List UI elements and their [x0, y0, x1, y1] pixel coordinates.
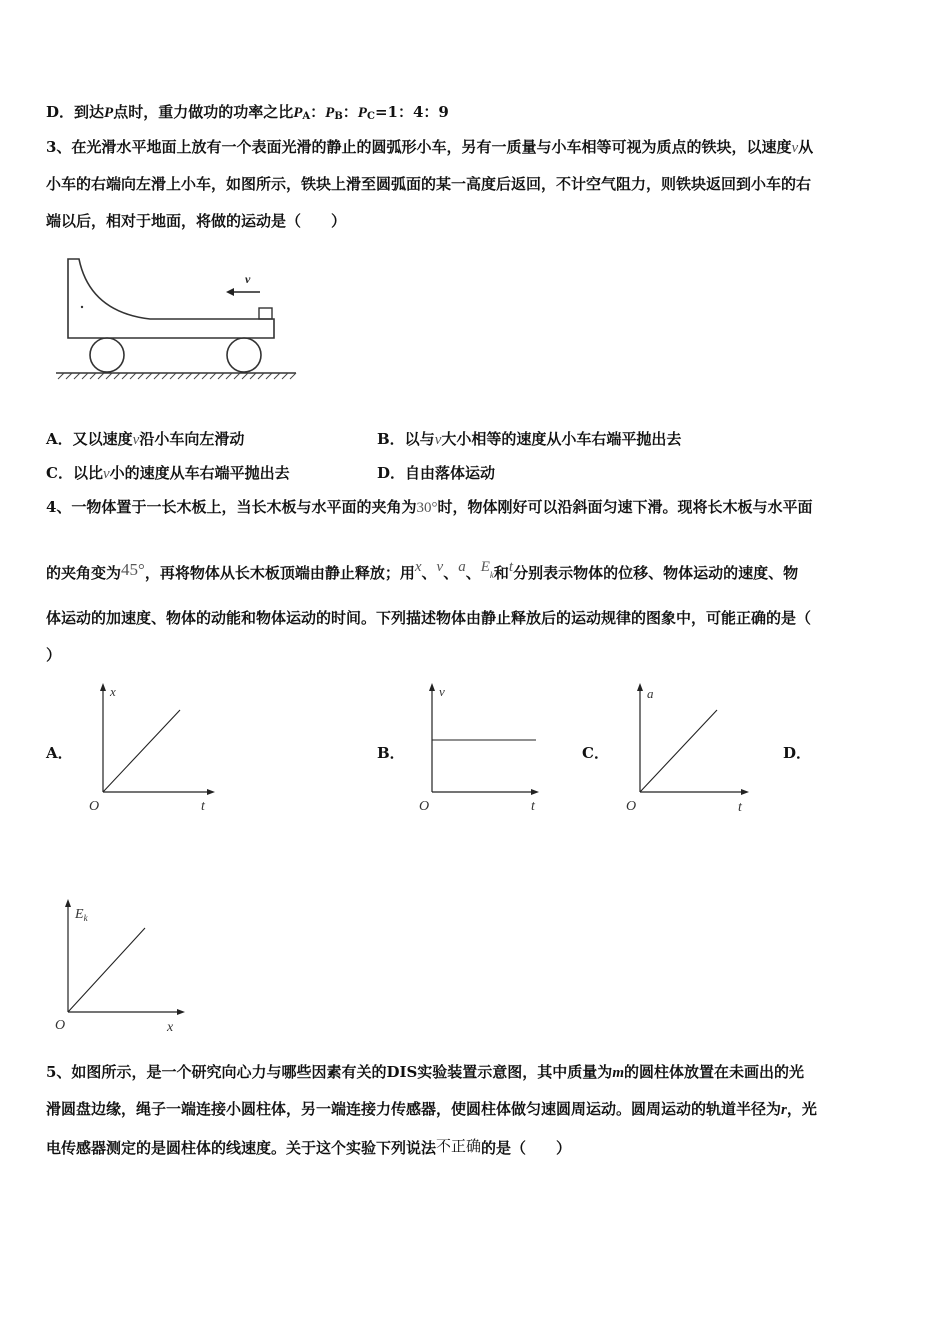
graph-a-y-arrow — [100, 683, 106, 691]
graph-a-x-label: t — [201, 799, 205, 814]
q5-stem-line2: 滑圆盘边缘，绳子一端连接小圆柱体，另一端连接力传感器，使圆柱体做匀速圆周运动。圆周运动的轨道半径为r，光 — [46, 1100, 817, 1118]
q3-stem-line1: 3、在光滑水平地面上放有一个表面光滑的静止的圆弧形小车，另有一质量与小车相等可视为质点的铁块，以速度v从 — [46, 138, 814, 156]
graph-b-x-arrow — [531, 789, 539, 795]
graph-c[interactable] — [622, 680, 762, 815]
graph-d-plot-line — [68, 928, 145, 1012]
graph-d-x-label: x — [167, 1020, 174, 1035]
q4-option-d[interactable]: D． — [783, 744, 812, 762]
q5-stem-line1: 5、如图所示，是一个研究向心力与哪些因素有关的DIS实验装置示意图，其中质量为m的圆柱体放置在未画出的光 — [46, 1063, 804, 1081]
graph-c-origin: O — [626, 799, 637, 814]
q4-stem-line2: 的夹角变为45°，再将物体从长木板顶端由静止释放；用x、v、a、Ek和t分别表示物体的位移、物体运动的速度、物 — [46, 559, 799, 582]
q3-option-d[interactable]: D．自由落体运动 — [377, 464, 496, 482]
graph-c-x-label: t — [738, 800, 742, 815]
q3-option-a[interactable]: A．又以速度v沿小车向左滑动 — [46, 430, 245, 448]
graph-d-x-arrow — [177, 1009, 185, 1015]
cart-body — [68, 259, 274, 338]
graph-a-x-arrow — [207, 789, 215, 795]
cart-dot — [81, 306, 83, 308]
q4-stem-line3: 体运动的加速度、物体的动能和物体运动的时间。下列描述物体由静止释放后的运动规律的图象中，可能正确的是（ — [46, 609, 812, 627]
graph-b[interactable] — [414, 680, 554, 815]
graph-c-y-label: a — [647, 686, 654, 701]
q4-option-c[interactable]: C． — [582, 744, 609, 762]
q4-stem-line1: 4、一物体置于一长木板上，当长木板与水平面的夹角为30°时，物体刚好可以沿斜面匀速下滑。现将长木板与水平面 — [46, 498, 813, 516]
q4-option-a[interactable]: A． — [46, 744, 73, 762]
graph-d-origin: O — [55, 1018, 66, 1033]
cart-wheel-right — [227, 338, 261, 372]
q3-option-b[interactable]: B．以与v大小相等的速度从小车右端平抛出去 — [377, 430, 682, 448]
iron-block — [259, 308, 272, 319]
q2-option-d: D．到达P点时，重力做功的功率之比$P_A$：$P_B$：$P_C=1$：4：9 — [46, 103, 449, 122]
graph-b-x-label: t — [531, 799, 535, 814]
graph-a-y-label: x — [110, 684, 116, 699]
graph-b-y-arrow — [429, 683, 435, 691]
graph-d[interactable] — [50, 895, 195, 1037]
q5-stem-line3: 电传感器测定的是圆柱体的线速度。关于这个实验下列说法不正确的是（ ） — [46, 1137, 572, 1157]
velocity-arrow-head — [226, 288, 234, 296]
graph-a[interactable] — [85, 680, 225, 815]
q4-stem-line4: ） — [46, 646, 62, 664]
graph-c-plot-line — [640, 710, 717, 792]
graph-d-y-arrow — [65, 899, 71, 907]
q3-option-c[interactable]: C．以比v小的速度从车右端平抛出去 — [46, 464, 290, 482]
cart-wheel-left — [90, 338, 124, 372]
graph-c-y-arrow — [637, 683, 643, 691]
q4-option-b[interactable]: B． — [377, 744, 405, 762]
q3-stem-line2: 小车的右端向左滑上小车，如图所示，铁块上滑至圆弧面的某一高度后返回，不计空气阻力，则铁块返回到小车的右 — [46, 175, 812, 193]
ground-hatch — [58, 373, 296, 379]
graph-a-origin: O — [89, 799, 100, 814]
velocity-label: v — [245, 272, 251, 286]
graph-d-y-label: $E_k$ — [75, 907, 88, 923]
q3-cart-figure — [50, 252, 300, 384]
q3-stem-line3: 端以后，相对于地面，将做的运动是（ ） — [46, 212, 347, 230]
graph-a-plot-line — [103, 710, 180, 792]
graph-b-origin: O — [419, 799, 430, 814]
graph-c-x-arrow — [741, 789, 749, 795]
graph-b-y-label: v — [439, 684, 445, 699]
